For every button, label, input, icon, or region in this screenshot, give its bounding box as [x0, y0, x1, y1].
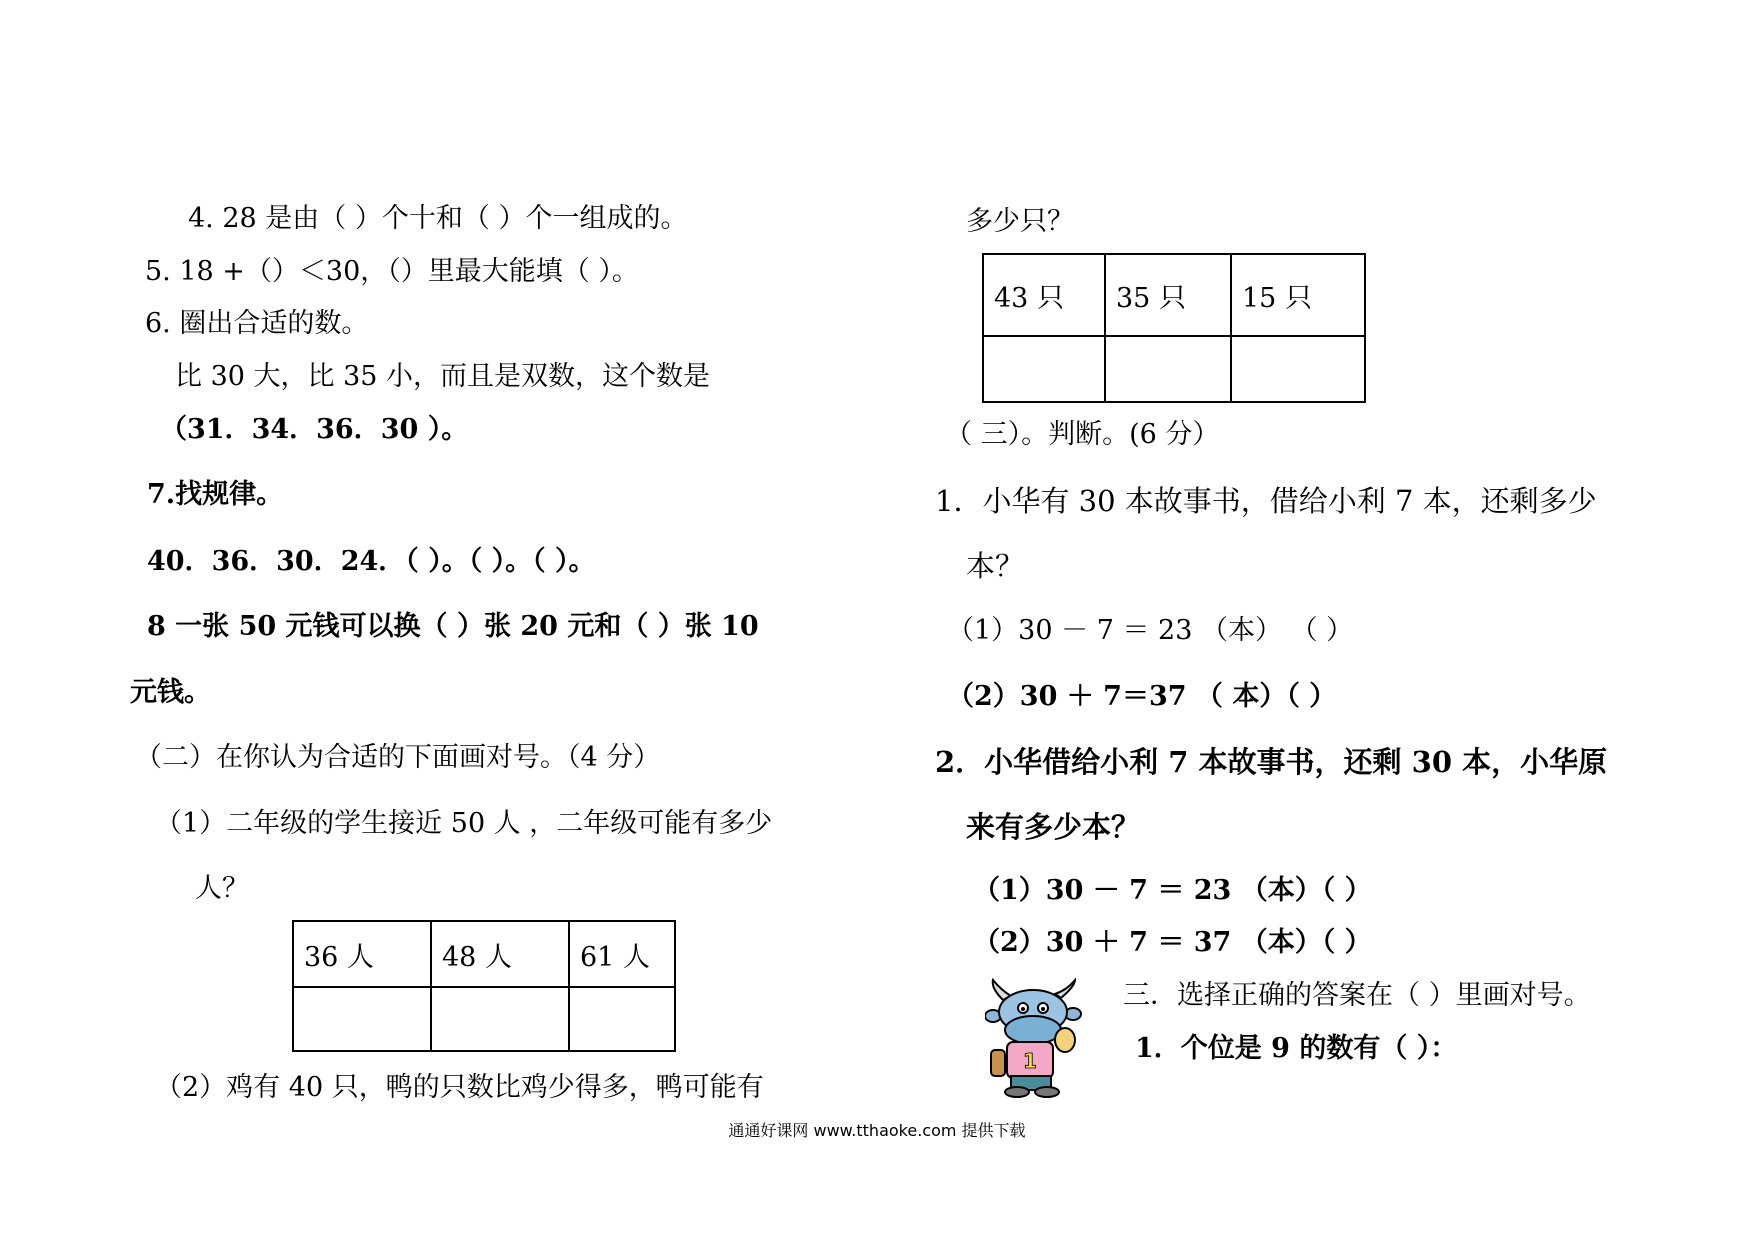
section-2-q2-line1: （2）鸡有 40 只，鸭的只数比鸡少得多，鸭可能有: [155, 1072, 764, 1103]
answer-cell[interactable]: [983, 336, 1105, 402]
answer-cell[interactable]: [431, 987, 569, 1051]
choice-question-1: 1．个位是 9 的数有（ ）：: [1135, 1033, 1458, 1064]
judge-2-line1: 2．小华借给小利 7 本故事书，还剩 30 本，小华原: [935, 745, 1608, 779]
judge-2-option-2: （2）30 ＋ 7 ＝ 37 （本）（ ）: [973, 927, 1372, 958]
question-7: 7.找规律。: [147, 479, 284, 510]
answer-cell[interactable]: [293, 987, 431, 1051]
section-2-q1-line1: （1）二年级的学生接近 50 人 ，二年级可能有多少: [155, 808, 773, 839]
answer-cell[interactable]: [1231, 336, 1365, 402]
answer-cell[interactable]: [569, 987, 675, 1051]
question-8-line1: 8 一张 50 元钱可以换（ ）张 20 元和（ ）张 10: [147, 611, 759, 642]
judge-1-option-2: （2）30 ＋ 7＝37 （ 本）（ ）: [947, 681, 1337, 712]
judge-2-line2: 来有多少本？: [966, 810, 1141, 844]
table-cell: 36 人: [293, 921, 431, 987]
table-cell: 15 只: [1231, 254, 1365, 336]
section-4-title: 三．选择正确的答案在（ ）里画对号。: [1123, 980, 1591, 1011]
question-6-line1: 比 30 大，比 35 小，而且是双数，这个数是: [175, 361, 711, 392]
question-4: 4. 28 是由（ ）个十和（ ）个一组成的。: [188, 203, 688, 234]
answer-cell[interactable]: [1105, 336, 1231, 402]
section-2-q1-line2: 人？: [195, 873, 249, 904]
footer-credit: 通通好课网 www.tthaoke.com 提供下载: [728, 1121, 1026, 1140]
section-3-title: （ 三）。判断。(6 分）: [945, 419, 1220, 450]
question-6: 6. 圈出合适的数。: [145, 308, 369, 339]
question-7-sequence: 40．36．30．24．（ ）。（ ）。（ ）。: [147, 546, 596, 577]
table-cell: 35 只: [1105, 254, 1231, 336]
table-cell: 61 人: [569, 921, 675, 987]
judge-1-line2: 本？: [966, 549, 1025, 583]
cartoon-cow-mascot: [985, 978, 1085, 1098]
table-cell: 48 人: [431, 921, 569, 987]
judge-1-line1: 1．小华有 30 本故事书，借给小利 7 本，还剩多少: [935, 484, 1597, 518]
judge-1-option-1: （1）30 － 7 ＝ 23 （本） （ ）: [947, 615, 1354, 646]
judge-2-option-1: （1）30 － 7 ＝ 23 （本）（ ）: [973, 875, 1372, 906]
table-cell: 43 只: [983, 254, 1105, 336]
answer-table-students: [292, 920, 676, 1052]
section-2-q2-line2: 多少只？: [966, 206, 1074, 237]
section-2-title: （二）在你认为合适的下面画对号。（4 分）: [135, 742, 661, 773]
answer-table-ducks: [982, 253, 1366, 403]
question-5: 5. 18 +（）＜30，（）里最大能填（ ）。: [145, 256, 639, 287]
question-8-line2: 元钱。: [130, 677, 211, 708]
question-6-choices: （31．34．36．30 ）。: [160, 414, 469, 445]
mascot-number: 1: [1023, 1049, 1037, 1073]
